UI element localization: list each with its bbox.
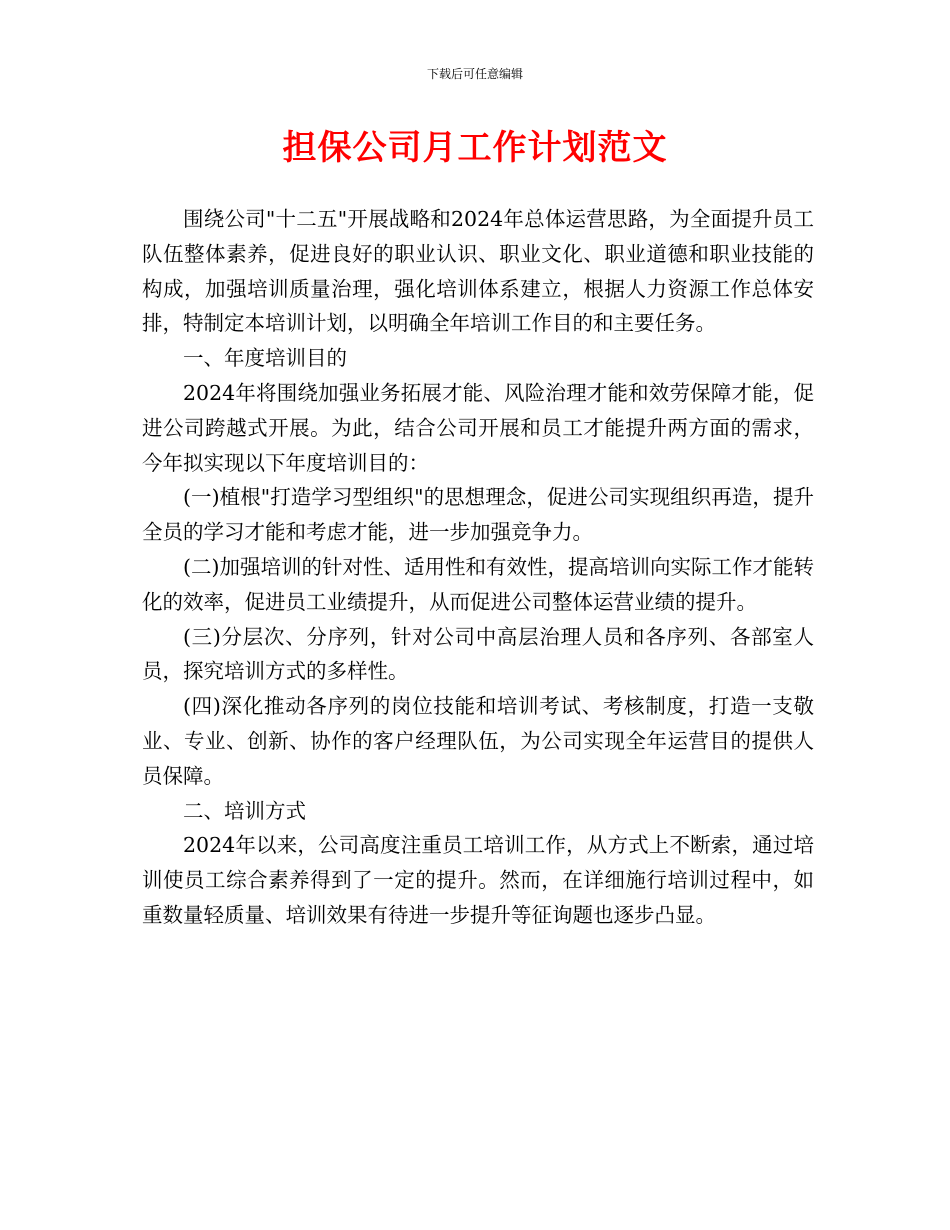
section-heading-2: 二、培训方式 — [183, 798, 306, 823]
paragraph-intro: 围绕公司"十二五"开展战略和2024年总体运营思路，为全面提升员工队伍整体素养，促进良好的职业认识、职业文化、职业道德和职业技能的构成，加强培训质量治理，强化培训体系建立，根据人力资源工作总体安排，特制定本培训计划，以明确全年培训工作目的和主要任务。 — [142, 207, 814, 336]
paragraph-goal-4: (四)深化推动各序列的岗位技能和培训考试、考核制度，打造一支敬业、专业、创新、协作的客户经理队伍，为公司实现全年运营目的提供人员保障。 — [142, 694, 814, 788]
paragraph-goal-2: (二)加强培训的针对性、适用性和有效性，提高培训向实际工作才能转化的效率，促进员工业绩提升，从而促进公司整体运营业绩的提升。 — [142, 554, 814, 614]
header-note: 下载后可任意编辑 — [426, 67, 523, 81]
document-body — [142, 202, 814, 933]
paragraph-goals-intro: 2024年将围绕加强业务拓展才能、风险治理才能和效劳保障才能，促进公司跨越式开展。为此，结合公司开展和员工才能提升两方面的需求，今年拟实现以下年度培训目的： — [142, 380, 814, 475]
document-title: 担保公司月工作计划范文 — [282, 128, 668, 168]
paragraph-methods: 2024年以来，公司高度注重员工培训工作，从方式上不断索，通过培训使员工综合素养得到了一定的提升。然而，在详细施行培训过程中，如重数量轻质量、培训效果有待进一步提升等征询题也逐步凸显。 — [142, 833, 814, 927]
section-heading-1: 一、年度培训目的 — [183, 346, 347, 371]
paragraph-goal-3: (三)分层次、分序列，针对公司中高层治理人员和各序列、各部室人员，探究培训方式的多样性。 — [142, 624, 814, 684]
paragraph-goal-1: (一)植根"打造学习型组织"的思想理念，促进公司实现组织再造，提升全员的学习才能和考虑才能，进一步加强竞争力。 — [142, 485, 814, 545]
